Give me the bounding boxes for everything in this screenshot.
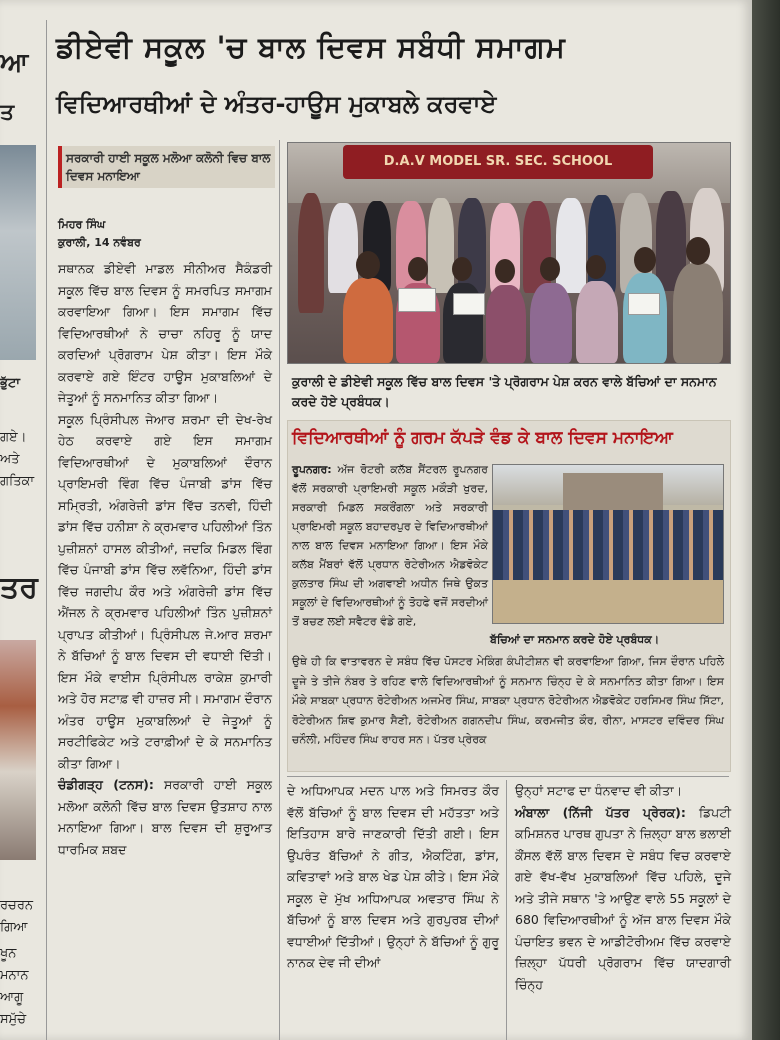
left-photo-fragment (0, 145, 36, 360)
dateline: ਚੰਡੀਗੜ੍ਹ (ਟਨਸ): (58, 777, 154, 792)
group-photo-dav-school (287, 142, 731, 364)
dateline: ਅੰਬਾਲਾ (ਨਿੱਜੀ ਪੱਤਰ ਪ੍ਰੇਰਕ): (515, 804, 686, 820)
paragraph: ਅੱਜ ਰੋਟਰੀ ਕਲੱਬ ਸੈਂਟਰਲ ਰੂਪਨਗਰ ਵੱਲੋਂ ਸਰਕਾਰੀ ਪ੍ਰਾਇਮਰੀ ਸਕੂਲ ਮਕੌੜੀ ਖੁਰਦ, ਸਰਕਾਰੀ ਮਿਡਲ ਸਕਰੌਂਗਲਾ ਅਤੇ ਸਰਕਾਰੀ ਪ੍ਰਾਇਮਰੀ ਸਕੂਲ ਬਹਾਦਰਪੁਰ ਦੇ ਵਿਦਿਆਰਥੀਆਂ ਨਾਲ ਬਾਲ ਦਿਵਸ ਮਨਾਇਆ ਗਿਆ। ਇਸ ਮੌਕੇ ਕਲੱਬ ਮੈਂਬਰਾਂ ਵੱਲੋਂ ਪ੍ਰਧਾਨ ਰੋਟੇਰੀਅਨ ਐਡਵੋਕੇਟ ਕੁਲਤਾਰ ਸਿੰਘ ਦੀ ਅਗਵਾਈ ਅਧੀਨ ਜਿਥੇ ਉਕਤ ਸਕੂਲਾਂ ਦੇ ਵਿਦਿਆਰਥੀਆਂ ਨੂੰ ਤੋਹਫੇ ਵਜੋਂ ਸਰਦੀਆਂ ਤੋਂ ਬਚਣ ਲਈ ਸਵੈਟਰ ਵੰਡੇ ਗਏ, (292, 463, 488, 628)
left-fragment: ਆਗੂ (0, 990, 24, 1005)
column-rule (46, 20, 47, 1040)
school-students-photo (492, 464, 724, 624)
left-fragment: ਤਰ (0, 570, 38, 605)
left-fragment: ਗਿਆ (0, 920, 28, 935)
subheadline: ਵਿਦਿਆਰਥੀਆਂ ਦੇ ਅੰਤਰ-ਹਾਊਸ ਮੁਕਾਬਲੇ ਕਰਵਾਏ (56, 90, 497, 118)
left-fragment: ਖੂਨ (0, 946, 17, 961)
box-rule (287, 776, 729, 777)
paragraph: ਉਨ੍ਹਾਂ ਸਟਾਫ ਦਾ ਧੰਨਵਾਦ ਵੀ ਕੀਤਾ। (515, 783, 683, 798)
left-fragment: ਮਨਾਨ (0, 968, 29, 983)
left-fragment: ਆ (0, 48, 29, 78)
column-rule (279, 140, 280, 1040)
column-4 (515, 780, 731, 995)
left-fragment: ਸਮੁੱਚੇ (0, 1012, 26, 1027)
paragraph: ਸਰਕਾਰੀ ਹਾਈ ਸਕੂਲ ਮਲੋਆ ਕਲੋਨੀ ਵਿੱਚ ਬਾਲ ਦਿਵਸ ਉਤਸ਼ਾਹ ਨਾਲ ਮਨਾਇਆ ਗਿਆ। ਬਾਲ ਦਿਵਸ ਦੀ ਸ਼ੁਰੂਆਤ ਧਾਰਮਿਕ ਸ਼ਬਦ (58, 777, 272, 857)
paragraph: ਡਿਪਟੀ ਕਮਿਸ਼ਨਰ ਪਾਰਥ ਗੁਪਤਾ ਨੇ ਜ਼ਿਲ੍ਹਾ ਬਾਲ ਭਲਾਈ ਕੌਂਸਲ ਵੱਲੋਂ ਬਾਲ ਦਿਵਸ ਦੇ ਸਬੰਧ ਵਿਚ ਕਰਵਾਏ ਗਏ ਵੱਖ-ਵੱਖ ਮੁਕਾਬਲਿਆਂ ਵਿੱਚ ਪਹਿਲੇ, ਦੂਜੇ ਅਤੇ ਤੀਜੇ ਸਥਾਨ 'ਤੇ ਆਉਣ ਵਾਲੇ 55 ਸਕੂਲਾਂ ਦੇ 680 ਵਿਦਿਆਰਥੀਆਂ ਨੂੰ ਅੱਜ ਬਾਲ ਦਿਵਸ ਮੌਕੇ ਪੰਚਾਇਤ ਭਵਨ ਦੇ ਆਡੀਟੋਰੀਅਮ ਵਿੱਚ ਕਰਵਾਏ ਜ਼ਿਲ੍ਹਾ ਪੱਧਰੀ ਪ੍ਰੋਗਰਾਮ ਵਿੱਚ ਯਾਦਗਾਰੀ ਚਿੰਨ੍ਹ (515, 804, 731, 992)
box-headline: ਵਿਦਿਆਰਥੀਆਂ ਨੂੰ ਗਰਮ ਕੱਪੜੇ ਵੰਡ ਕੇ ਬਾਲ ਦਿਵਸ ਮਨਾਇਆ (292, 428, 673, 448)
left-photo-fragment (0, 640, 36, 860)
dateline: ਰੂਪਨਗਰ: (292, 463, 332, 476)
byline-name: ਮਿਹਰ ਸਿੰਘ (58, 218, 106, 231)
box-photo-caption: ਬੱਚਿਆਂ ਦਾ ਸਨਮਾਨ ਕਰਦੇ ਹੋਏ ਪ੍ਰਬੰਧਕ। (490, 633, 660, 646)
column-rule (506, 780, 507, 1040)
left-fragment: ਗਤਿਕਾ (0, 474, 35, 489)
left-neighbor-column (0, 0, 44, 1040)
left-fragment: ਰਚਰਨ (0, 898, 34, 913)
column-1 (58, 258, 272, 860)
background-edge (752, 0, 780, 1040)
box-continuation: ਉਥੇ ਹੀ ਕਿ ਵਾਤਾਵਰਨ ਦੇ ਸਬੰਧ ਵਿੱਚ ਪੋਸਟਰ ਮੇਕਿੰਗ ਕੰਪੀਟੀਸ਼ਨ ਵੀ ਕਰਵਾਇਆ ਗਿਆ, ਜਿਸ ਦੌਰਾਨ ਪਹਿਲੇ ਦੂਜੇ ਤੇ ਤੀਜੇ ਨੰਬਰ ਤੇ ਰਹਿਣ ਵਾਲੇ ਵਿਦਿਆਰਥੀਆਂ ਨੂੰ ਸਨਮਾਨ ਚਿੰਨ੍ਹ ਦੇ ਕੇ ਸਨਮਾਨਿਤ ਕੀਤਾ ਗਿਆ। ਇਸ ਮੌਕੇ ਸਾਬਕਾ ਪ੍ਰਧਾਨ ਰੋਟੇਰੀਅਨ ਅਜਮੇਰ ਸਿੰਘ, ਸਾਬਕਾ ਪ੍ਰਧਾਨ ਰੋਟੇਰੀਅਨ ਐਡਵੋਕੇਟ ਹਰਸਿਮਰ ਸਿੰਘ ਸਿੱਟਾ, ਰੋਟੇਰੀਅਨ ਸ਼ਿਵ ਕੁਮਾਰ ਸੈਣੀ, ਰੋਟੇਰੀਅਨ ਗਗਨਦੀਪ ਸਿੰਘ, ਕਰਮਜੀਤ ਕੌਰ, ਰੀਨਾ, ਮਾਸਟਰ ਦਵਿੰਦਰ ਸਿੰਘ ਚਨੌਲੀ, ਮਹਿੰਦਰ ਸਿੰਘ ਰਾਹਰ ਸਨ। ਪੱਤਰ ਪ੍ਰੇਰਕ (292, 655, 724, 746)
left-fragment: ਤ (0, 100, 15, 125)
school-banner: D.A.V MODEL SR. SEC. SCHOOL (343, 145, 653, 179)
story-kicker: ਸਰਕਾਰੀ ਹਾਈ ਸਕੂਲ ਮਲੋਆ ਕਲੋਨੀ ਵਿਚ ਬਾਲ ਦਿਵਸ ਮਨਾਇਆ (58, 146, 275, 188)
photo-caption: ਕੁਰਾਲੀ ਦੇ ਡੀਏਵੀ ਸਕੂਲ ਵਿੱਚ ਬਾਲ ਦਿਵਸ 'ਤੇ ਪ੍ਰੋਗਰਾਮ ਪੇਸ਼ ਕਰਨ ਵਾਲੇ ਬੱਚਿਆਂ ਦਾ ਸਨਮਾਨ ਕਰਦੇ ਹੋਏ ਪ੍ਰਬੰਧਕ। (292, 374, 717, 409)
box-column (292, 460, 488, 631)
headline: ਡੀਏਵੀ ਸਕੂਲ 'ਚ ਬਾਲ ਦਿਵਸ ਸਬੰਧੀ ਸਮਾਗਮ (56, 30, 566, 64)
column-3: ਦੇ ਅਧਿਆਪਕ ਮਦਨ ਪਾਲ ਅਤੇ ਸਿਮਰਤ ਕੌਰ ਵੱਲੋਂ ਬੱਚਿਆਂ ਨੂੰ ਬਾਲ ਦਿਵਸ ਦੀ ਮਹੱਤਤਾ ਅਤੇ ਇਤਿਹਾਸ ਬਾਰੇ ਜਾਣਕਾਰੀ ਦਿੱਤੀ ਗਈ। ਇਸ ਉਪਰੰਤ ਬੱਚਿਆਂ ਨੇ ਗੀਤ, ਐਕਟਿੰਗ, ਡਾਂਸ, ਕਵਿਤਾਵਾਂ ਅਤੇ ਬਾਲ ਖੇਡ ਪੇਸ਼ ਕੀਤੇ। ਇਸ ਮੌਕੇ ਸਕੂਲ ਦੇ ਮੁੱਖ ਅਧਿਆਪਕ ਅਵਤਾਰ ਸਿੰਘ ਨੇ ਬੱਚਿਆਂ ਨੂੰ ਬਾਲ ਦਿਵਸ ਅਤੇ ਗੁਰਪੁਰਬ ਦੀਆਂ ਵਧਾਈਆਂ ਦਿੱਤੀਆਂ। ਉਨ੍ਹਾਂ ਨੇ ਬੱਚਿਆਂ ਨੂੰ ਗੁਰੂ ਨਾਨਕ ਦੇਵ ਜੀ ਦੀਆਂ (287, 783, 499, 970)
left-fragment: ਗਏ। (0, 430, 27, 445)
paragraph: ਸਕੂਲ ਪ੍ਰਿੰਸੀਪਲ ਜੇਆਰ ਸ਼ਰਮਾ ਦੀ ਦੇਖ-ਰੇਖ ਹੇਠ ਕਰਵਾਏ ਗਏ ਇਸ ਸਮਾਗਮ ਵਿਦਿਆਰਥੀਆਂ ਦੇ ਮੁਕਾਬਲਿਆਂ ਦੌਰਾਨ ਪ੍ਰਾਇਮਰੀ ਵਿੰਗ ਵਿੱਚ ਪੰਜਾਬੀ ਡਾਂਸ ਵਿੱਚ ਸਮ੍ਰਿਤੀ, ਅੰਗਰੇਜ਼ੀ ਡਾਂਸ ਵਿੱਚ ਤਨਵੀ, ਹਿੰਦੀ ਡਾਂਸ ਵਿੱਚ ਹਨੀਸ਼ਾ ਨੇ ਕ੍ਰਮਵਾਰ ਪਹਿਲੀਆਂ ਤਿੰਨ ਪੁਜ਼ੀਸ਼ਨਾਂ ਹਾਸਲ ਕੀਤੀਆਂ, ਜਦਕਿ ਮਿਡਲ ਵਿੰਗ ਵਿੱਚ ਪੰਜਾਬੀ ਡਾਂਸ ਵਿੱਚ ਲਵੱਨਿਆ, ਹਿੰਦੀ ਡਾਂਸ ਵਿੱਚ ਜਗਦੀਪ ਕੌਰ ਅਤੇ ਅੰਗਰੇਜ਼ੀ ਡਾਂਸ ਵਿੱਚ ਐਂਜਲ ਨੇ ਕ੍ਰਮਵਾਰ ਪਹਿਲੀਆਂ ਤਿੰਨ ਪੁਜ਼ੀਸ਼ਨਾਂ ਪ੍ਰਾਪਤ ਕੀਤੀਆਂ। ਪ੍ਰਿੰਸੀਪਲ ਜੇ.ਆਰ ਸ਼ਰਮਾ ਨੇ ਬੱਚਿਆਂ ਨੂੰ ਬਾਲ ਦਿਵਸ ਦੀ ਵਧਾਈ ਦਿੱਤੀ। ਇਸ ਮੌਕੇ ਵਾਈਸ ਪ੍ਰਿੰਸੀਪਲ ਰਾਕੇਸ਼ ਕੁਮਾਰੀ ਅਤੇ ਹੋਰ ਸਟਾਫ਼ ਵੀ ਹਾਜ਼ਰ ਸੀ। ਸਮਾਗਮ ਦੌਰਾਨ ਅੰਤਰ ਹਾਊਸ ਮੁਕਾਬਲਿਆਂ ਦੇ ਜੇਤੂਆਂ ਨੂੰ ਸਰਟੀਫਿਕੇਟ ਅਤੇ ਟਰਾਫ਼ੀਆਂ ਦੇ ਕੇ ਸਨਮਾਨਿਤ ਕੀਤਾ ਗਿਆ। (58, 411, 272, 771)
left-fragment: ਭੁੱਟਾ (0, 376, 21, 391)
left-fragment: ਅਤੇ (0, 452, 20, 467)
byline-place: ਕੁਰਾਲੀ, 14 ਨਵੰਬਰ (58, 236, 141, 249)
paragraph: ਸਥਾਨਕ ਡੀਏਵੀ ਮਾਡਲ ਸੀਨੀਅਰ ਸੈਕੰਡਰੀ ਸਕੂਲ ਵਿੱਚ ਬਾਲ ਦਿਵਸ ਨੂੰ ਸਮਰਪਿਤ ਸਮਾਗਮ ਕਰਵਾਇਆ ਗਿਆ। ਇਸ ਸਮਾਗਮ ਵਿੱਚ ਵਿਦਿਆਰਥੀਆਂ ਨੇ ਚਾਚਾ ਨਹਿਰੂ ਨੂੰ ਯਾਦ ਕਰਦਿਆਂ ਪ੍ਰੋਗਰਾਮ ਪੇਸ਼ ਕੀਤਾ। ਇਸ ਮੌਕੇ ਕਰਵਾਏ ਗਏ ਇੰਟਰ ਹਾਊਸ ਮੁਕਾਬਲਿਆਂ ਦੇ ਜੇਤੂਆਂ ਨੂੰ ਸਨਮਾਨਿਤ ਕੀਤਾ ਗਿਆ। (58, 261, 272, 405)
